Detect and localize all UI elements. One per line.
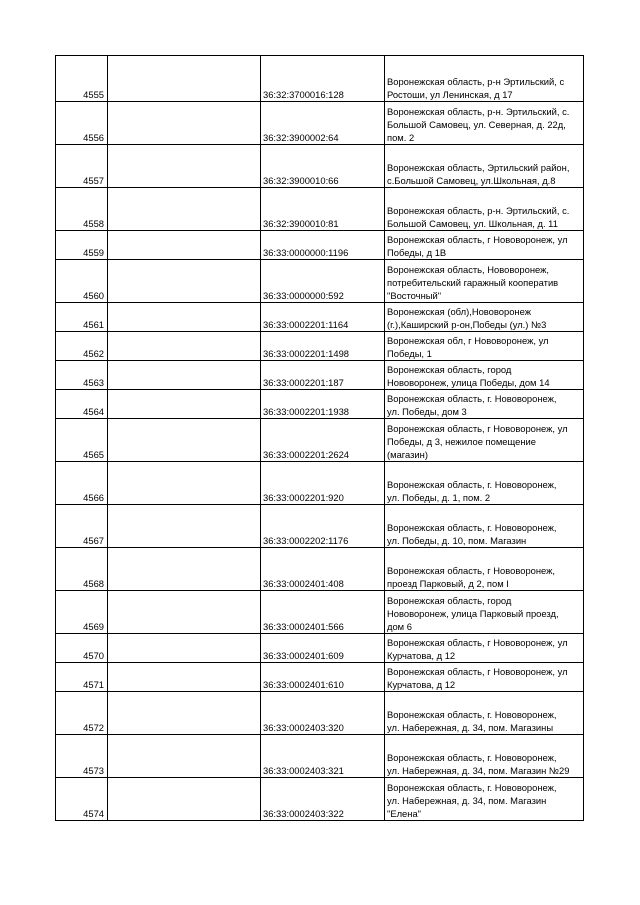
row-number: 4561 bbox=[56, 303, 108, 332]
empty-cell bbox=[108, 260, 261, 303]
empty-cell bbox=[108, 145, 261, 188]
table-row bbox=[56, 419, 584, 462]
row-number: 4571 bbox=[56, 663, 108, 692]
address: Воронежская область, г. Нововоронеж, ул. Победы, д. 1, пом. 2 bbox=[385, 462, 584, 505]
cadastral-number: 36:32:3900002:64 bbox=[261, 102, 385, 145]
table-row bbox=[56, 663, 584, 692]
empty-cell bbox=[108, 188, 261, 231]
empty-cell bbox=[108, 634, 261, 663]
cadastral-number: 36:33:0002401:566 bbox=[261, 591, 385, 634]
row-number: 4567 bbox=[56, 505, 108, 548]
empty-cell bbox=[108, 505, 261, 548]
empty-cell bbox=[108, 663, 261, 692]
cadastral-number: 36:33:0000000:1196 bbox=[261, 231, 385, 260]
cadastral-number: 36:33:0002403:320 bbox=[261, 692, 385, 735]
empty-cell bbox=[108, 231, 261, 260]
empty-cell bbox=[108, 548, 261, 591]
table-row bbox=[56, 56, 584, 102]
table-row bbox=[56, 462, 584, 505]
table-row bbox=[56, 332, 584, 361]
empty-cell bbox=[108, 462, 261, 505]
row-number: 4556 bbox=[56, 102, 108, 145]
address: Воронежская область, р-н. Эртильский, с. Большой Самовец, ул. Школьная, д. 11 bbox=[385, 188, 584, 231]
address: Воронежская обл, г Нововоронеж, ул Победы, 1 bbox=[385, 332, 584, 361]
empty-cell bbox=[108, 102, 261, 145]
address: Воронежская область, Нововоронеж, потребительский гаражный кооператив "Восточный" bbox=[385, 260, 584, 303]
table-row bbox=[56, 145, 584, 188]
row-number: 4562 bbox=[56, 332, 108, 361]
address: Воронежская область, р-н. Эртильский, с. Большой Самовец, ул. Северная, д. 22д, пом. 2 bbox=[385, 102, 584, 145]
cadastral-number: 36:33:0002201:920 bbox=[261, 462, 385, 505]
cadastral-number: 36:33:0002201:187 bbox=[261, 361, 385, 390]
address: Воронежская область, г. Нововоронеж, ул. Победы, д. 10, пом. Магазин bbox=[385, 505, 584, 548]
empty-cell bbox=[108, 56, 261, 102]
row-number: 4557 bbox=[56, 145, 108, 188]
address: Воронежская область, город Нововоронеж, улица Победы, дом 14 bbox=[385, 361, 584, 390]
row-number: 4574 bbox=[56, 778, 108, 821]
empty-cell bbox=[108, 692, 261, 735]
row-number: 4569 bbox=[56, 591, 108, 634]
cadastral-number: 36:33:0002401:609 bbox=[261, 634, 385, 663]
row-number: 4558 bbox=[56, 188, 108, 231]
address: Воронежская область, р-н Эртильский, с Ростоши, ул Ленинская, д 17 bbox=[385, 56, 584, 102]
empty-cell bbox=[108, 419, 261, 462]
cadastral-number: 36:33:0002201:1164 bbox=[261, 303, 385, 332]
empty-cell bbox=[108, 390, 261, 419]
address: Воронежская область, г. Нововоронеж, ул. Набережная, д. 34, пом. Магазины bbox=[385, 692, 584, 735]
cadastral-number: 36:33:0000000:592 bbox=[261, 260, 385, 303]
address: Воронежская область, г Нововоронеж, ул Победы, д 3, нежилое помещение (магазин) bbox=[385, 419, 584, 462]
empty-cell bbox=[108, 361, 261, 390]
empty-cell bbox=[108, 591, 261, 634]
cadastral-number: 36:33:0002403:321 bbox=[261, 735, 385, 778]
address: Воронежская область, город Нововоронеж, улица Парковый проезд, дом 6 bbox=[385, 591, 584, 634]
cadastral-number: 36:32:3700016:128 bbox=[261, 56, 385, 102]
table-row bbox=[56, 591, 584, 634]
address: Воронежская область, г Нововоронеж, ул Курчатова, д 12 bbox=[385, 663, 584, 692]
address: Воронежская область, г. Нововоронеж, ул. Набережная, д. 34, пом. Магазин "Елена" bbox=[385, 778, 584, 821]
table-row bbox=[56, 303, 584, 332]
address: Воронежская область, г Нововоронеж, ул Курчатова, д 12 bbox=[385, 634, 584, 663]
row-number: 4563 bbox=[56, 361, 108, 390]
table-row bbox=[56, 634, 584, 663]
empty-cell bbox=[108, 303, 261, 332]
row-number: 4573 bbox=[56, 735, 108, 778]
document-page bbox=[55, 55, 583, 821]
table-row bbox=[56, 548, 584, 591]
empty-cell bbox=[108, 735, 261, 778]
table-row bbox=[56, 778, 584, 821]
row-number: 4568 bbox=[56, 548, 108, 591]
cadastral-number: 36:33:0002403:322 bbox=[261, 778, 385, 821]
table-row bbox=[56, 361, 584, 390]
table-row bbox=[56, 505, 584, 548]
row-number: 4560 bbox=[56, 260, 108, 303]
cadastral-number: 36:33:0002202:1176 bbox=[261, 505, 385, 548]
row-number: 4565 bbox=[56, 419, 108, 462]
row-number: 4566 bbox=[56, 462, 108, 505]
table-row bbox=[56, 692, 584, 735]
cadastral-number: 36:33:0002201:1498 bbox=[261, 332, 385, 361]
table-body bbox=[56, 56, 584, 821]
cadastral-number: 36:33:0002401:610 bbox=[261, 663, 385, 692]
property-table bbox=[55, 55, 584, 821]
cadastral-number: 36:33:0002401:408 bbox=[261, 548, 385, 591]
row-number: 4559 bbox=[56, 231, 108, 260]
row-number: 4564 bbox=[56, 390, 108, 419]
table-row bbox=[56, 260, 584, 303]
cadastral-number: 36:33:0002201:2624 bbox=[261, 419, 385, 462]
address: Воронежская область, г. Нововоронеж, ул. Набережная, д. 34, пом. Магазин №29 bbox=[385, 735, 584, 778]
cadastral-number: 36:32:3900010:81 bbox=[261, 188, 385, 231]
table-row bbox=[56, 735, 584, 778]
address: Воронежская область, г Нововоронеж, ул Победы, д 1В bbox=[385, 231, 584, 260]
row-number: 4572 bbox=[56, 692, 108, 735]
empty-cell bbox=[108, 332, 261, 361]
cadastral-number: 36:33:0002201:1938 bbox=[261, 390, 385, 419]
address: Воронежская область, Эртильский район, с.Большой Самовец, ул.Школьная, д.8 bbox=[385, 145, 584, 188]
table-row bbox=[56, 231, 584, 260]
row-number: 4555 bbox=[56, 56, 108, 102]
address: Воронежская (обл),Нововоронеж (г.),Каширский р-он,Победы (ул.) №3 bbox=[385, 303, 584, 332]
address: Воронежская область, г. Нововоронеж, ул. Победы, дом 3 bbox=[385, 390, 584, 419]
table-row bbox=[56, 188, 584, 231]
table-row bbox=[56, 390, 584, 419]
table-row bbox=[56, 102, 584, 145]
address: Воронежская область, г Нововоронеж, проезд Парковый, д 2, пом I bbox=[385, 548, 584, 591]
row-number: 4570 bbox=[56, 634, 108, 663]
empty-cell bbox=[108, 778, 261, 821]
cadastral-number: 36:32:3900010:66 bbox=[261, 145, 385, 188]
